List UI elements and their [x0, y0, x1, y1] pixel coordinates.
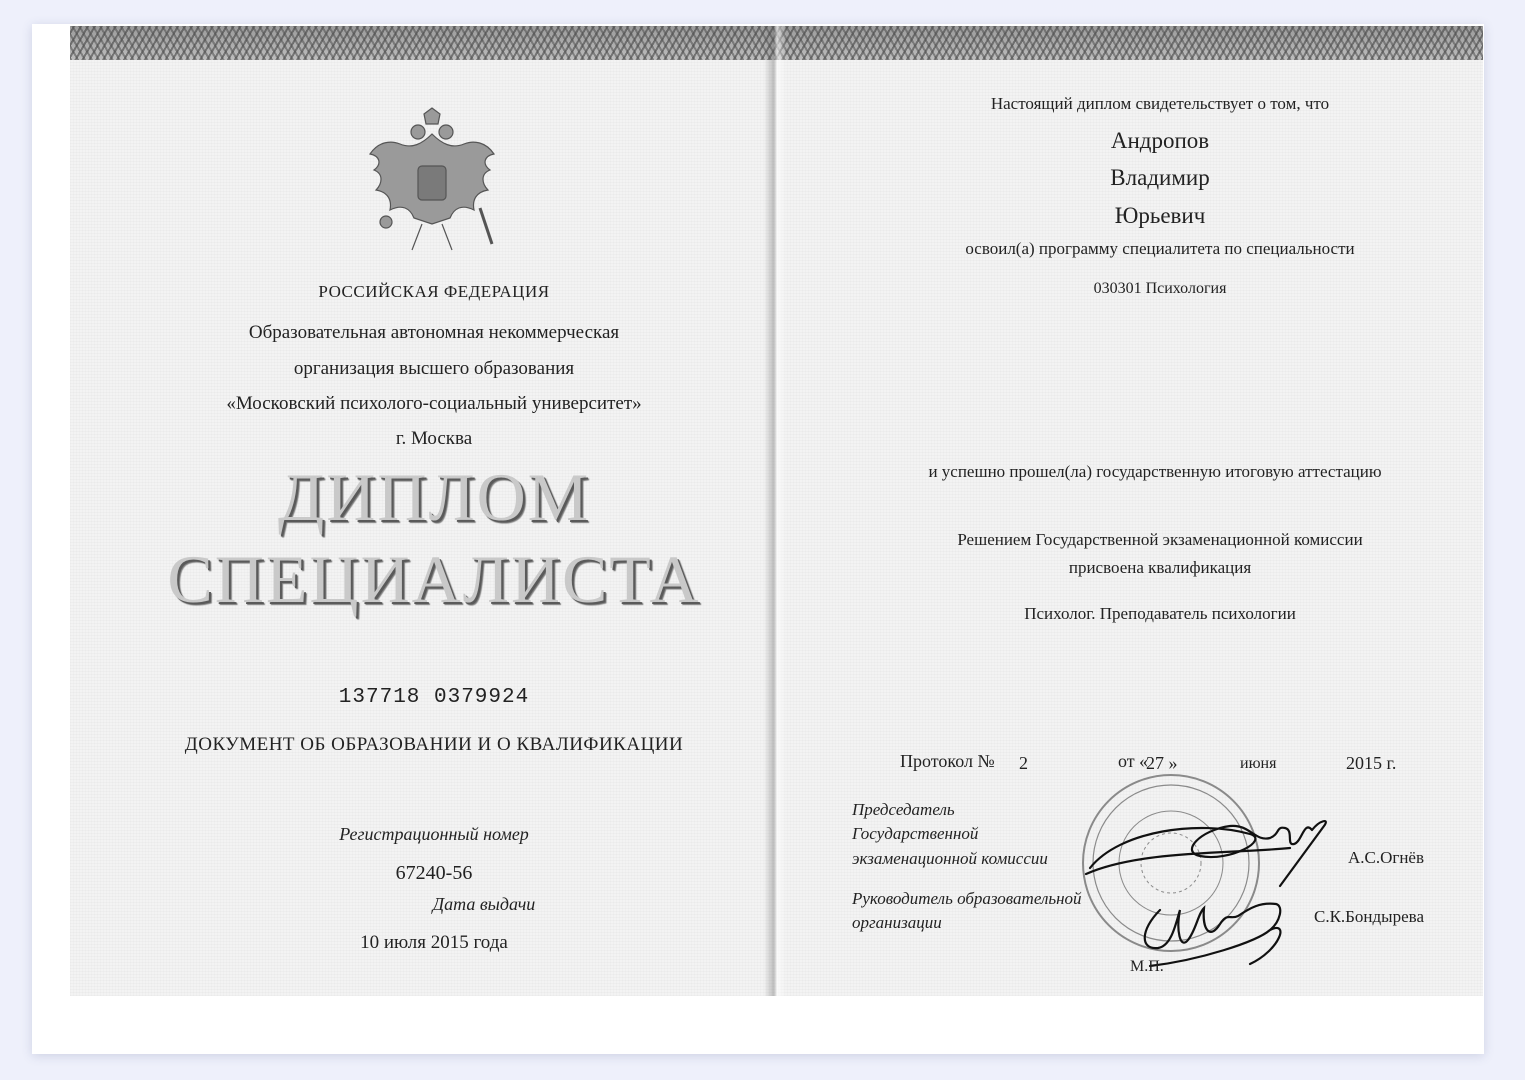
commission-decision-line-1: Решением Государственной экзаменационной комиссии [957, 530, 1363, 549]
issue-date: 10 июля 2015 года [360, 932, 508, 953]
registration-label: Регистрационный номер [339, 824, 529, 844]
country-heading: РОССИЙСКАЯ ФЕДЕРАЦИЯ [318, 282, 550, 301]
commission-decision-line-2: присвоена квалификация [1068, 558, 1252, 577]
head-label-1: Руководитель образовательной [852, 889, 1082, 908]
graduate-surname: Андропов [1110, 128, 1210, 153]
issue-date-label: Дата выдачи [432, 894, 536, 914]
signatures-icon [1080, 790, 1350, 990]
qualification: Психолог. Преподаватель психологии [1024, 604, 1296, 623]
head-label-2: организации [852, 913, 942, 932]
protocol-year: 2015 г. [1346, 753, 1397, 773]
protocol-number: 2 [1019, 753, 1028, 773]
diploma-title-line-2: СПЕЦИАЛИСТА [167, 541, 701, 617]
diploma-title-line-1: ДИПЛОМ [277, 459, 591, 535]
specialty: 030301 Психология [1093, 280, 1227, 297]
organization-line-3: «Московский психолого-социальный университет» [226, 393, 642, 414]
program-statement: освоил(а) программу специалитета по специальности [965, 239, 1355, 258]
protocol-month: июня [1240, 755, 1277, 772]
serial-number: 137718 0379924 [338, 686, 530, 709]
attestation-statement: и успешно прошел(ла) государственную итоговую аттестацию [928, 462, 1382, 481]
organization-line-1: Образовательная автономная некоммерческая [248, 322, 620, 343]
city: г. Москва [395, 428, 473, 449]
protocol-from-label: от « [1118, 751, 1149, 771]
chair-label-2: Государственной [852, 824, 979, 843]
stamp-place-label: М.П. [1130, 958, 1164, 975]
coat-of-arms-icon [352, 104, 512, 264]
certificate-intro: Настоящий диплом свидетельствует о том, что [990, 94, 1330, 113]
registration-number: 67240-56 [395, 862, 473, 884]
chair-name: А.С.Огнёв [1347, 848, 1424, 867]
graduate-first-name: Владимир [1110, 165, 1210, 190]
document-type: ДОКУМЕНТ ОБ ОБРАЗОВАНИИ И О КВАЛИФИКАЦИИ [184, 734, 684, 755]
head-name: С.К.Бондырева [1313, 907, 1424, 926]
graduate-patronymic: Юрьевич [1114, 203, 1206, 228]
protocol-day: 27 » [1146, 753, 1178, 773]
chair-label-1: Председатель [852, 800, 955, 819]
chair-label-3: экзаменационной комиссии [852, 849, 1048, 868]
organization-line-2: организация высшего образования [293, 358, 575, 379]
protocol-label: Протокол № [900, 751, 995, 771]
